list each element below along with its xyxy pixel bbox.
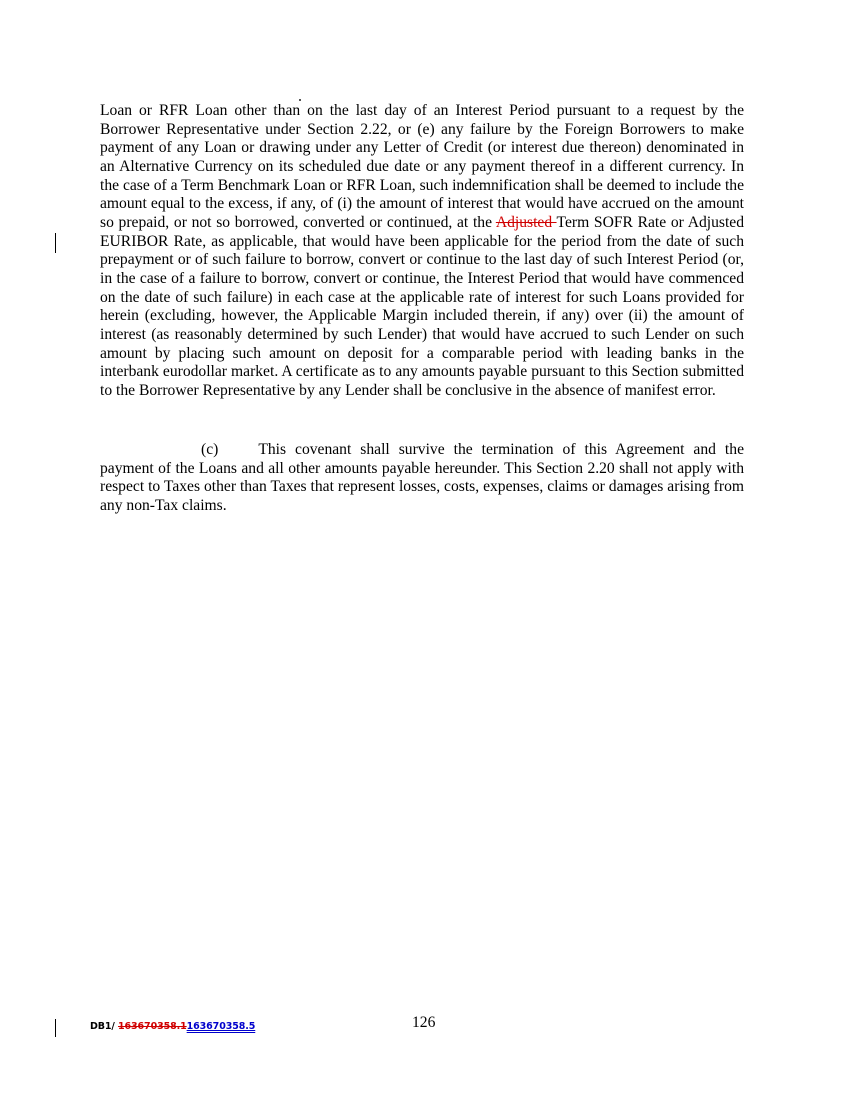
stray-mark (299, 99, 301, 101)
footer-change-bar (55, 1019, 56, 1037)
clause-label: (c) (201, 441, 219, 458)
page-number: 126 (412, 1014, 436, 1031)
document-id (90, 1021, 255, 1032)
deleted-text: Adjusted (495, 213, 557, 231)
paragraph-text-before: Loan or RFR Loan other than on the last day of an Interest Period pursuant to a request by the Borrower Representative under Section 2.22, or (e) any failure by the Foreign Borrowers to make payment of any Loan or drawing under any Letter of Credit (or interest due thereon) denominated in an Alternative Currency on its scheduled due date or any payment thereof in a different currency. In the case of a Term Benchmark Loan or RFR Loan, such indemnification shall be deemed to include the amount equal to the excess, if any, of (i) the amount of interest that would have accrued on the amount so prepaid, or not so borrowed, converted or continued, at the (100, 102, 744, 231)
indemnification-paragraph (100, 102, 744, 401)
document-id-prefix: DB1/ (90, 1021, 119, 1032)
survival-paragraph (100, 441, 744, 516)
document-id-inserted: 163670358.5 (186, 1021, 256, 1032)
document-id-deleted: 163670358.1 (118, 1021, 187, 1032)
paragraph-text-after: Term SOFR Rate or Adjusted EURIBOR Rate, as applicable, that would have been applicable for the period from the date of such prepayment or of such failure to borrow, convert or continue to the last day of such Interest Period (or, in the case of a failure to borrow, convert or continue, the Interest Period that would have commenced on the date of such failure) in each case at the applicable rate of interest for such Loans provided for herein (excluding, however, the Applicable Margin included therein, if any) over (ii) the amount of interest (as reasonably determined by such Lender) that would have accrued to such Lender on such amount by placing such amount on deposit for a comparable period with leading banks in the interbank eurodollar market. A certificate as to any amounts payable pursuant to this Section submitted to the Borrower Representative by any Lender shall be conclusive in the absence of manifest error. (100, 213, 744, 399)
revision-change-bar (55, 233, 56, 253)
survival-text: This covenant shall survive the termination of this Agreement and the payment of the Loans and all other amounts payable hereunder. This Section 2.20 shall not apply with respect to Taxes other than Taxes that represent losses, costs, expenses, claims or damages arising from any non-Tax claims. (100, 441, 744, 514)
